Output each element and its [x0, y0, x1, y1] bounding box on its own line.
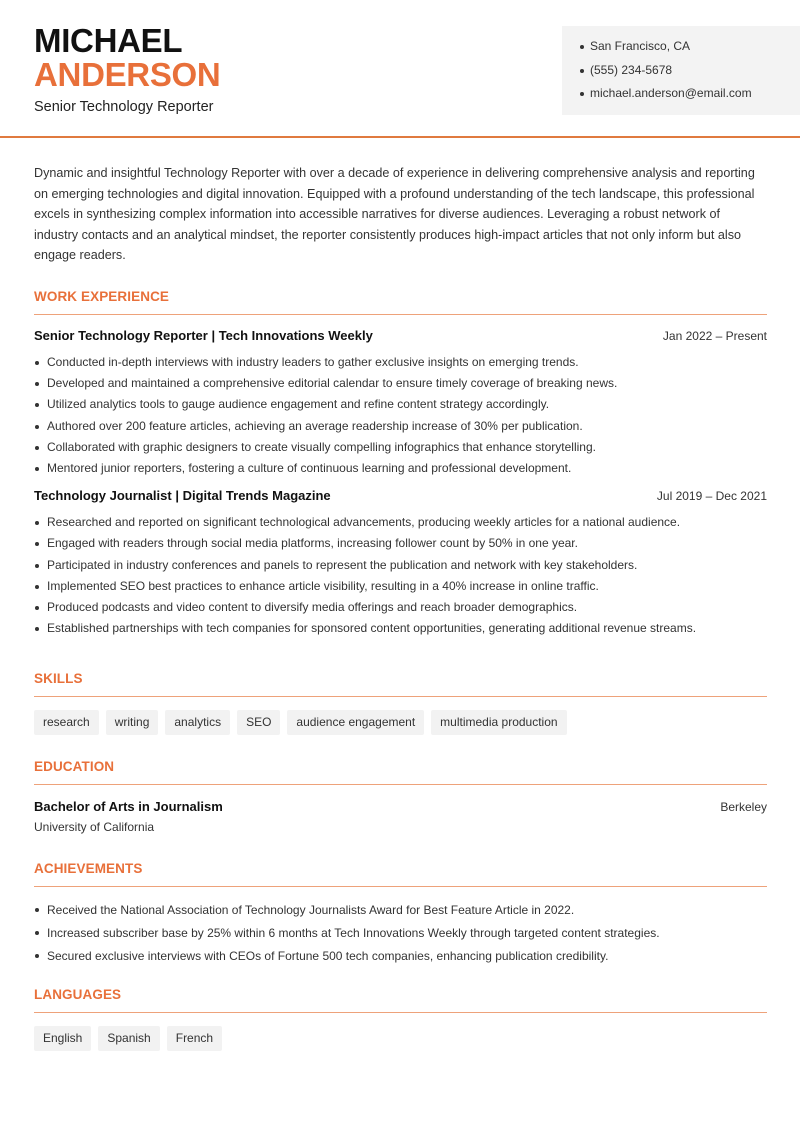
education-location: Berkeley [720, 800, 767, 814]
bullet-icon [35, 627, 39, 631]
bullet-icon [35, 467, 39, 471]
list-item: Increased subscriber base by 25% within 6 months at Tech Innovations Weekly through targeted content strategies. [34, 922, 767, 945]
bullet-icon [35, 425, 39, 429]
list-item: Established partnerships with tech companies for sponsored content opportunities, generating additional revenue streams. [34, 618, 767, 639]
job-entry [34, 488, 767, 639]
skill-tag: SEO [237, 710, 280, 735]
bullet-icon [35, 403, 39, 407]
list-item: Received the National Association of Technology Journalists Award for Best Feature Article in 2022. [34, 899, 767, 922]
section-title-languages: LANGUAGES [34, 987, 767, 1013]
achievements-section [34, 861, 767, 967]
work-experience-section [34, 289, 767, 639]
contact-email [580, 85, 800, 109]
bullet-icon [580, 45, 584, 49]
list-item: Conducted in-depth interviews with industry leaders to gather exclusive insights on emerging trends. [34, 352, 767, 373]
job-dates: Jan 2022 – Present [662, 329, 767, 343]
list-item: Participated in industry conferences and panels to represent the publication and network with key stakeholders. [34, 555, 767, 576]
bullet-icon [35, 382, 39, 386]
bullet-icon [35, 606, 39, 610]
list-item: Engaged with readers through social media platforms, increasing follower count by 50% in one year. [34, 533, 767, 554]
job-title: Senior Technology Reporter [34, 99, 214, 115]
first-name: MICHAEL [34, 22, 183, 59]
contact-phone-text: (555) 234-5678 [590, 62, 673, 77]
candidate-name [34, 24, 220, 92]
language-tag: English [34, 1026, 91, 1051]
languages-section [34, 987, 767, 1051]
summary: Dynamic and insightful Technology Reporter with over a decade of experience in delivering comprehensive analysis and reporting on emerging technologies and digital innovation. Equipped with a profound understanding of the tech landscape, this professional excels in synthesizing complex information into accessible narratives for diverse audiences. Leveraging a robust network of industry contacts and an analytical mindset, the reporter consistently produces high-impact articles that not only inform but also engage readers. [34, 166, 755, 263]
skill-tag: analytics [165, 710, 230, 735]
section-title-education: EDUCATION [34, 759, 767, 785]
achievement-list [34, 899, 767, 967]
list-item: Utilized analytics tools to gauge audience engagement and refine content strategy accordingly. [34, 394, 767, 415]
bullet-icon [35, 521, 39, 525]
job-role: Senior Technology Reporter | Tech Innovations Weekly [34, 328, 373, 343]
job-bullets [34, 512, 767, 639]
section-title-work: WORK EXPERIENCE [34, 289, 767, 315]
job-bullets [34, 352, 767, 479]
bullet-icon [35, 564, 39, 568]
list-item: Developed and maintained a comprehensive editorial calendar to ensure timely coverage of breaking news. [34, 373, 767, 394]
job-header [34, 328, 767, 348]
list-item: Mentored junior reporters, fostering a culture of continuous learning and professional development. [34, 458, 767, 479]
job-entry [34, 328, 767, 479]
bullet-icon [35, 931, 39, 935]
skill-tag: multimedia production [431, 710, 566, 735]
language-tags [34, 1026, 767, 1051]
contact-location [580, 38, 800, 62]
contact-list [580, 38, 800, 109]
last-name: ANDERSON [34, 56, 221, 93]
education-school: University of California [34, 820, 155, 834]
bullet-icon [35, 446, 39, 450]
contact-location-text: San Francisco, CA [590, 39, 691, 53]
contact-phone [580, 62, 800, 86]
section-title-achievements: ACHIEVEMENTS [34, 861, 767, 887]
resume-header [0, 0, 800, 138]
list-item: Secured exclusive interviews with CEOs of Fortune 500 tech companies, enhancing publication credibility. [34, 945, 767, 968]
bullet-icon [580, 92, 584, 96]
bullet-icon [35, 908, 39, 912]
list-item: Researched and reported on significant technological advancements, producing weekly articles for a national audience. [34, 512, 767, 533]
skill-tag: research [34, 710, 99, 735]
list-item: Collaborated with graphic designers to create visually compelling infographics that enhance storytelling. [34, 437, 767, 458]
list-item: Implemented SEO best practices to enhance article visibility, resulting in a 40% increase in online traffic. [34, 576, 767, 597]
section-title-skills: SKILLS [34, 671, 767, 697]
bullet-icon [580, 69, 584, 73]
job-header [34, 488, 767, 508]
skill-tag: audience engagement [287, 710, 424, 735]
education-section [34, 759, 767, 834]
contact-email-text[interactable]: michael.anderson@email.com [590, 86, 752, 100]
language-tag: French [167, 1026, 222, 1051]
education-header [34, 799, 767, 814]
bullet-icon [35, 954, 39, 958]
list-item: Authored over 200 feature articles, achieving an average readership increase of 30% per publication. [34, 416, 767, 437]
contact-box [562, 26, 800, 115]
job-dates: Jul 2019 – Dec 2021 [656, 489, 767, 504]
bullet-icon [35, 361, 39, 365]
job-role: Technology Journalist | Digital Trends Magazine [34, 488, 331, 504]
language-tag: Spanish [98, 1026, 159, 1051]
list-item: Produced podcasts and video content to diversify media offerings and reach broader demographics. [34, 597, 767, 618]
bullet-icon [35, 542, 39, 546]
skill-tag: writing [106, 710, 159, 735]
skills-section [34, 671, 767, 735]
bullet-icon [35, 585, 39, 589]
resume-body [34, 163, 767, 1045]
skill-tags [34, 710, 767, 735]
education-degree: Bachelor of Arts in Journalism [34, 799, 223, 814]
